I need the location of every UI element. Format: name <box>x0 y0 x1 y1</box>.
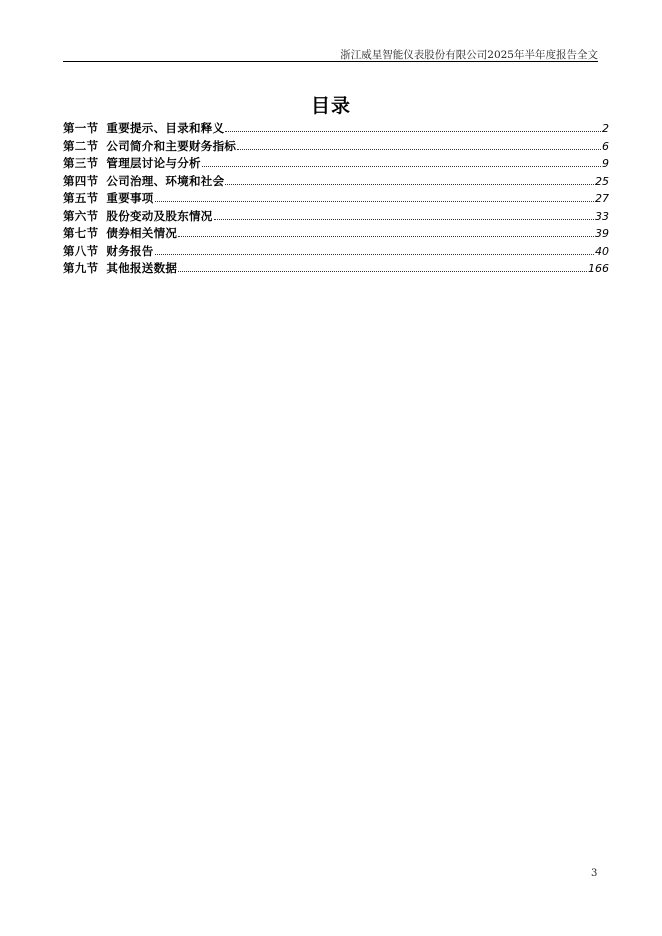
toc-section-number: 第五节 <box>63 191 99 205</box>
toc-dot-leader <box>155 201 594 202</box>
toc-entry[interactable] <box>63 138 609 156</box>
toc-entry[interactable] <box>63 120 609 138</box>
toc-section-number: 第七节 <box>63 226 99 240</box>
toc-page-number: 166 <box>588 262 609 275</box>
toc-section-number: 第八节 <box>63 243 99 258</box>
toc-section-title: 管理层讨论与分析 <box>106 156 201 170</box>
table-of-contents <box>63 120 609 278</box>
toc-section-number: 第一节 <box>63 121 99 135</box>
toc-dot-leader <box>155 254 594 255</box>
toc-section-number: 第三节 <box>63 156 99 170</box>
toc-page-number: 2 <box>602 122 609 135</box>
header-divider <box>63 61 598 62</box>
toc-page-number: 9 <box>602 157 609 170</box>
toc-entry[interactable] <box>63 243 609 261</box>
toc-entry[interactable] <box>63 190 609 208</box>
toc-section-title: 公司简介和主要财务指标 <box>106 138 237 153</box>
toc-page-number: 25 <box>595 174 609 188</box>
document-header: 浙江威星智能仪表股份有限公司2025年半年度报告全文 <box>340 49 598 61</box>
toc-section-title: 财务报告 <box>106 243 154 258</box>
toc-section-title: 公司治理、环境和社会 <box>106 173 225 188</box>
toc-section-title: 债券相关情况 <box>106 226 178 240</box>
toc-section-number: 第四节 <box>63 173 99 188</box>
toc-entry[interactable] <box>63 155 609 173</box>
toc-page-number: 40 <box>595 244 609 258</box>
page-number: 3 <box>591 868 598 879</box>
toc-dot-leader <box>202 166 601 167</box>
toc-section-title: 股份变动及股东情况 <box>106 208 213 223</box>
toc-page-number: 6 <box>602 139 609 153</box>
toc-section-title: 其他报送数据 <box>106 261 178 275</box>
toc-entry[interactable] <box>63 225 609 243</box>
toc-page-number: 39 <box>595 227 609 240</box>
toc-page-number: 27 <box>595 192 609 205</box>
toc-dot-leader <box>225 131 601 132</box>
toc-section-number: 第九节 <box>63 261 99 275</box>
toc-dot-leader <box>178 271 587 272</box>
toc-section-number: 第六节 <box>63 208 99 223</box>
toc-entry[interactable] <box>63 173 609 191</box>
toc-dot-leader <box>225 184 594 185</box>
toc-dot-leader <box>237 149 601 150</box>
toc-section-number: 第二节 <box>63 138 99 153</box>
toc-dot-leader <box>178 236 594 237</box>
toc-entry[interactable] <box>63 208 609 226</box>
toc-section-title: 重要事项 <box>106 191 154 205</box>
toc-title: 目录 <box>310 95 351 117</box>
toc-section-title: 重要提示、目录和释义 <box>106 121 225 135</box>
toc-page-number: 33 <box>595 209 609 223</box>
toc-entry[interactable] <box>63 260 609 278</box>
toc-dot-leader <box>214 219 594 220</box>
